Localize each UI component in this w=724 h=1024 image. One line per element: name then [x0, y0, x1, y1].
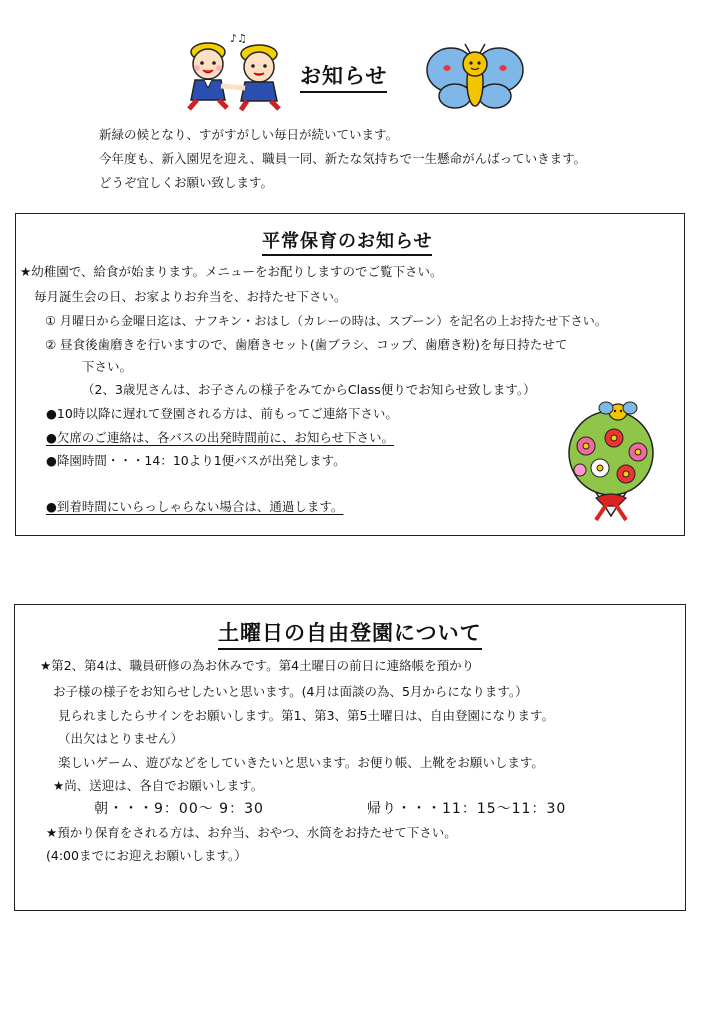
flower-bouquet-icon — [556, 398, 666, 523]
section1-line-9: ●降園時間・・・14：10より1便バスが出発します。 — [46, 453, 346, 468]
section1-line-4: ② 昼食後歯磨きを行いますので、歯磨きセット(歯ブラシ、コップ、歯磨き粉)を毎日持たせて — [45, 337, 568, 352]
section2-pickup-return: 帰り・・・11：15～11：30 — [367, 801, 567, 817]
section2-pickup-morning: 朝・・・9：00～ 9：30 — [94, 801, 264, 817]
children-illustration-icon — [175, 30, 295, 112]
section1-line-1: ★幼稚園で、給食が始まります。メニューをお配りしますのでご覧下さい。 — [20, 264, 443, 279]
section2-line-5: 楽しいゲーム、遊びなどをしていきたいと思います。お便り帳、上靴をお願いします。 — [58, 755, 544, 770]
section2-line-3: 見られましたらサインをお願いします。第1、第3、第5土曜日は、自由登園になります。 — [58, 708, 554, 723]
section1-line-5: 下さい。 — [82, 359, 133, 374]
section1-line-3: ① 月曜日から金曜日迄は、ナフキン・おはし（カレーの時は、スプーン）を記名の上お持たせ下さい。 — [45, 314, 608, 328]
section2-line-1: ★第2、第4は、職員研修の為お休みです。第4土曜日の前日に連絡帳を預かり — [40, 658, 475, 673]
section2-line-2: お子様の様子をお知らせしたいと思います。(4月は面談の為、5月からになります。） — [53, 684, 528, 699]
section1-line-10: ●到着時間にいらっしゃらない場合は、通過します。 — [46, 499, 344, 514]
section2-title: 土曜日の自由登園について — [218, 617, 482, 650]
butterfly-icon — [425, 42, 525, 112]
section1-line-7: ●10時以降に遅れて登園される方は、前もってご連絡下さい。 — [46, 406, 398, 421]
section1-line-8: ●欠席のご連絡は、各バスの出発時間前に、お知らせ下さい。 — [46, 430, 395, 445]
section2-line-6: ★尚、送迎は、各自でお願いします。 — [53, 778, 264, 793]
page-title: お知らせ — [300, 60, 387, 93]
section1-line-2: 毎月誕生会の日、お家よりお弁当を、お持たせ下さい。 — [34, 289, 347, 304]
section2-line-10: (4:00までにお迎えお願いします。） — [46, 848, 247, 863]
section1-line-6: （2、3歳児さんは、お子さんの様子をみてからClass便りでお知らせ致します。） — [82, 382, 536, 397]
section2-line-4: （出欠はとりません） — [58, 731, 184, 746]
svg-text:♪♫: ♪♫ — [230, 32, 247, 45]
intro-line-3: どうぞ宜しくお願い致します。 — [99, 175, 274, 190]
section2-line-9: ★預かり保育をされる方は、お弁当、おやつ、水筒をお持たせて下さい。 — [46, 825, 457, 840]
intro-line-1: 新緑の候となり、すがすがしい毎日が続いています。 — [99, 127, 399, 142]
intro-line-2: 今年度も、新入園児を迎え、職員一同、新たな気持ちで一生懸命がんばっていきます。 — [99, 151, 587, 166]
section1-title: 平常保育のお知らせ — [262, 227, 432, 256]
